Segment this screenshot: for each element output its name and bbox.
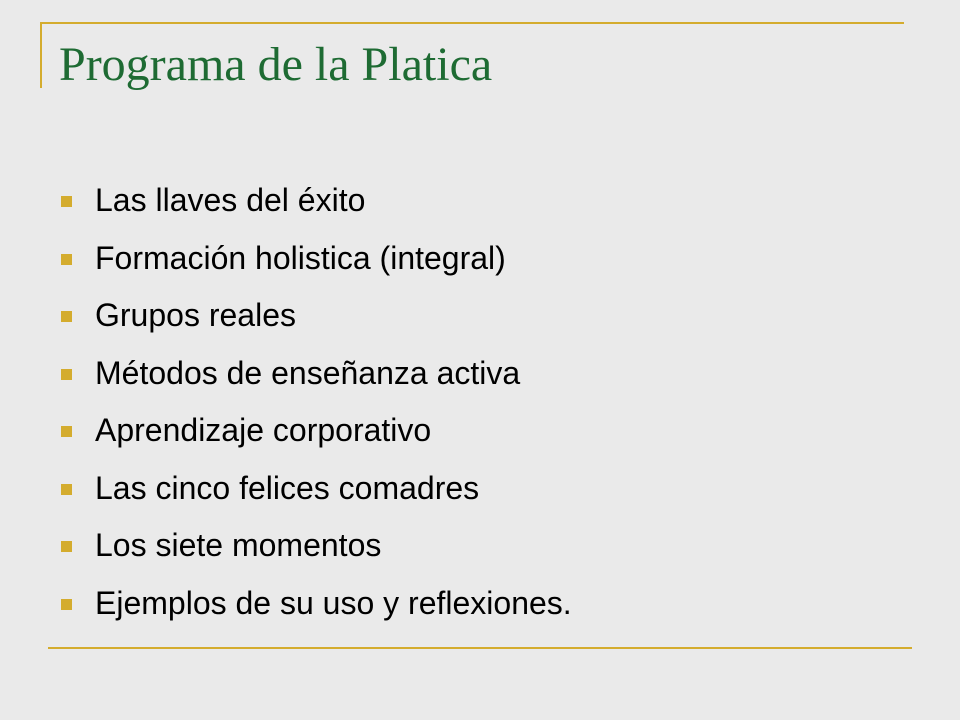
bullet-text: Las cinco felices comadres (95, 469, 480, 506)
bullet-item (60, 174, 572, 232)
square-bullet-icon (61, 196, 72, 207)
bullet-text: Grupos reales (95, 297, 296, 333)
bullet-text: Las llaves del éxito (95, 182, 366, 218)
bullet-item (60, 347, 572, 405)
bullet-item (60, 404, 572, 462)
bullet-text: Ejemplos de su uso y reflexiones. (95, 584, 572, 621)
bullet-text: Métodos de enseñanza activa (95, 354, 521, 391)
square-bullet-icon (61, 599, 72, 610)
bullet-item (60, 462, 572, 520)
square-bullet-icon (61, 541, 72, 552)
slide-title: Programa de la Platica (59, 38, 493, 91)
bullet-text: Los siete momentos (95, 527, 382, 563)
bullet-item (60, 289, 572, 347)
square-bullet-icon (61, 426, 72, 437)
left-rule (40, 22, 42, 88)
square-bullet-icon (61, 369, 72, 380)
bottom-rule (48, 647, 912, 649)
top-rule (40, 22, 904, 24)
bullet-text: Formación holistica (integral) (95, 239, 506, 276)
bullet-item (60, 519, 572, 577)
bullet-item (60, 232, 572, 290)
square-bullet-icon (61, 484, 72, 495)
square-bullet-icon (61, 254, 72, 265)
bullet-list (60, 174, 572, 634)
bullet-text: Aprendizaje corporativo (95, 412, 432, 448)
square-bullet-icon (61, 311, 72, 322)
bullet-item (60, 577, 572, 635)
